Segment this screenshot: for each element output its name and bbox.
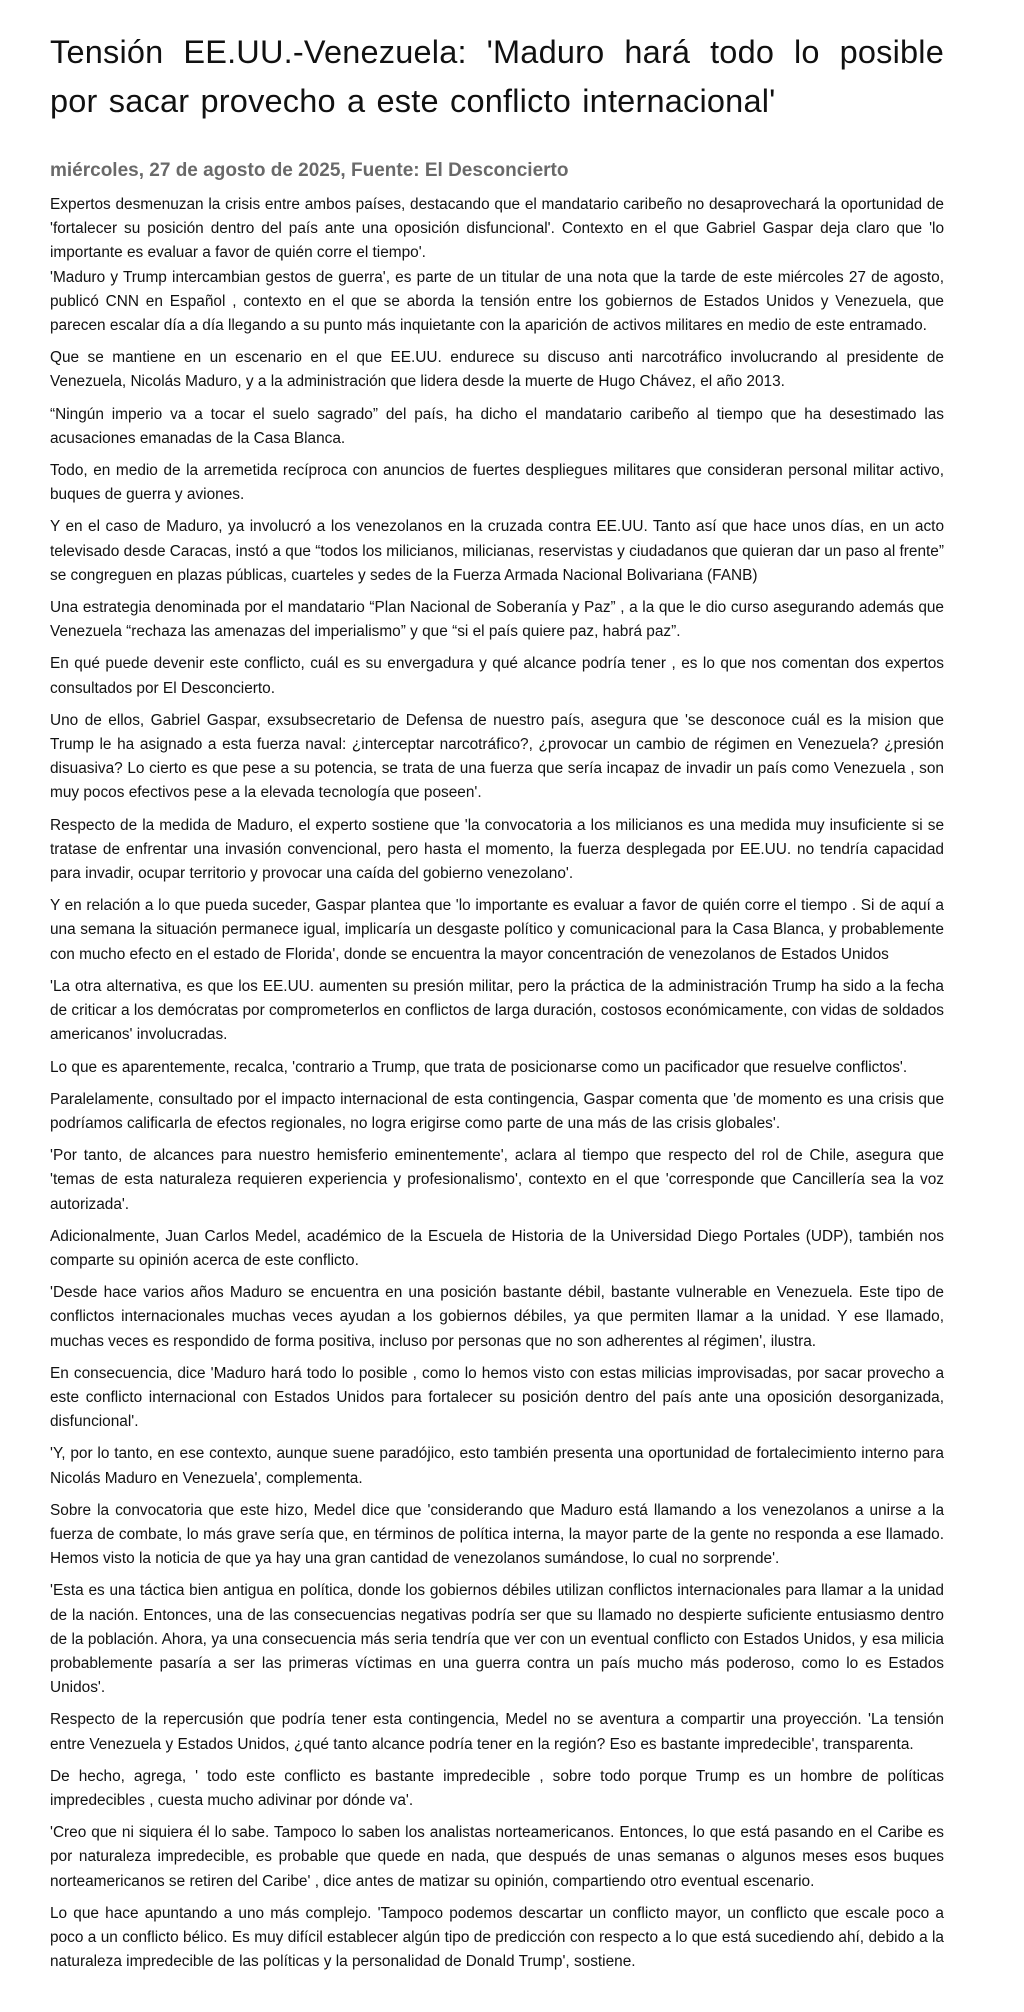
paragraph: Y en el caso de Maduro, ya involucró a los venezolanos en la cruzada contra EE.UU. Tanto así que hace unos días, en un acto televisado desde Caracas, instó a que “todos los milicianos, milicianas, reservistas y ciudadanos que quieran dar un paso al frente” se congreguen en plazas públicas, cuarteles y sedes de la Fuerza Armada Nacional Bolivariana (FANB) [50,518,944,584]
paragraph: Uno de ellos, Gabriel Gaspar, exsubsecretario de Defensa de nuestro país, asegura que 'se desconoce cuál es la mision que Trump le ha asignado a esta fuerza naval: ¿interceptar narcotráfico?, ¿provocar un cambio de régimen en Venezuela? ¿presión disuasiva? Lo cierto es que pese a su potencia, se trata de una fuerza que sería incapaz de invadir un país como Venezuela , son muy pocos efectivos pese a la elevada tecnología que poseen'. [50,711,944,802]
paragraph: 'Desde hace varios años Maduro se encuentra en una posición bastante débil, bastante vulnerable en Venezuela. Este tipo de conflictos internacionales muchas veces ayudan a los gobiernos débiles, ya que permiten llamar a la unidad. Y ese llamado, muchas veces es respondido de forma positiva, incluso por personas que no son adherentes al régimen', ilustra. [50,1284,944,1350]
paragraph: 'Maduro y Trump intercambian gestos de guerra', es parte de un titular de una nota que la tarde de este miércoles 27 de agosto, publicó CNN en Español , contexto en el que se aborda la tensión entre los gobiernos de Estados Unidos y Venezuela, que parecen escalar día a día llegando a su punto más inquietante con la aparición de activos militares en medio de este entramado. [50,268,944,335]
paragraph: Que se mantiene en un escenario en el que EE.UU. endurece su discuso anti narcotráfico involucrando al presidente de Venezuela, Nicolás Maduro, y a la administración que lidera desde la muerte de Hugo Chávez, el año 2013. [50,349,944,391]
paragraph-intro: Expertos desmenuzan la crisis entre ambos países, destacando que el mandatario caribeño no desaprovechará la oportunidad de 'fortalecer su posición dentro del país ante una oposición disfuncional'. Contexto en el que Gabriel Gaspar deja claro que 'lo importante es evaluar a favor de quién corre el tiempo'. [50,196,944,262]
paragraph: Lo que hace apuntando a uno más complejo. 'Tampoco podemos descartar un conflicto mayor, un conflicto que escale poco a poco a un conflicto bélico. Es muy difícil establecer algún tipo de predicción con respecto a lo que está sucediendo ahí, debido a la naturaleza impredecible de las políticas y la personalidad de Donald Trump', sostiene. [50,1904,944,1971]
paragraph: En qué puede devenir este conflicto, cuál es su envergadura y qué alcance podría tener , es lo que nos comentan dos expertos consultados por El Desconcierto. [50,655,944,697]
paragraph: Adicionalmente, Juan Carlos Medel, académico de la Escuela de Historia de la Universidad Diego Portales (UDP), también nos comparte su opinión acerca de este conflicto. [50,1227,944,1269]
article-body [50,193,944,1974]
paragraph: “Ningún imperio va a tocar el suelo sagrado” del país, ha dicho el mandatario caribeño al tiempo que ha desestimado las acusaciones emanadas de la Casa Blanca. [50,405,944,447]
paragraph: Paralelamente, consultado por el impacto internacional de esta contingencia, Gaspar comenta que 'de momento es una crisis que podríamos calificarla de efectos regionales, no logra erigirse como parte de una más de las crisis globales'. [50,1090,944,1132]
paragraph: Lo que es aparentemente, recalca, 'contrario a Trump, que trata de posicionarse como un pacificador que resuelve conflictos'. [50,1058,908,1076]
paragraph: De hecho, agrega, ' todo este conflicto es bastante impredecible , sobre todo porque Trump es un hombre de políticas impredecibles , cuesta mucho adivinar por dónde va'. [50,1767,944,1809]
paragraph: Todo, en medio de la arremetida recíproca con anuncios de fuertes despliegues militares que consideran personal militar activo, buques de guerra y aviones. [50,462,944,504]
article-meta: miércoles, 27 de agosto de 2025, Fuente: El Desconcierto [50,160,569,181]
paragraph: Respecto de la repercusión que podría tener esta contingencia, Medel no se aventura a compartir una proyección. 'La tensión entre Venezuela y Estados Unidos, ¿qué tanto alcance podría tener en la región? Eso es bastante impredecible', transparenta. [50,1711,944,1753]
paragraph: Una estrategia denominada por el mandatario “Plan Nacional de Soberanía y Paz” , a la que le dio curso asegurando además que Venezuela “rechaza las amenazas del imperialismo” y que “si el país quiere paz, habrá paz”. [50,599,944,641]
paragraph: En consecuencia, dice 'Maduro hará todo lo posible , como lo hemos visto con estas milicias improvisadas, por sacar provecho a este conflicto internacional con Estados Unidos para fortalecer su posición dentro del país ante una oposición desorganizada, disfuncional'. [50,1364,944,1431]
paragraph: Sobre la convocatoria que este hizo, Medel dice que 'considerando que Maduro está llamando a los venezolanos a unirse a la fuerza de combate, lo más grave sería que, en términos de política interna, la mayor parte de la gente no responda a ese llamado. Hemos visto la noticia de que ya hay una gran cantidad de venezolanos sumándose, lo cual no sorprende'. [50,1501,944,1568]
article-headline: Tensión EE.UU.-Venezuela: 'Maduro hará todo lo posible por sacar provecho a este conflicto internacional' [50,34,944,119]
paragraph: Y en relación a lo que pueda suceder, Gaspar plantea que 'lo importante es evaluar a favor de quién corre el tiempo . Si de aquí a una semana la situación permanece igual, implicaría un desgaste político y comunicacional para la Casa Blanca, y probablemente con mucho efecto en el estado de Florida', donde se encuentra la mayor concentración de venezolanos de Estados Unidos [50,897,944,963]
paragraph: 'Creo que ni siquiera él lo sabe. Tampoco lo saben los analistas norteamericanos. Entonces, lo que está pasando en el Caribe es por naturaleza impredecible, es probable que quede en nada, que después de unas semanas o algunos meses esos buques norteamericanos se retiren del Caribe' , dice antes de matizar su opinión, compartiendo otro eventual escenario. [50,1824,944,1890]
paragraph: Respecto de la medida de Maduro, el experto sostiene que 'la convocatoria a los milicianos es una medida muy insuficiente si se tratase de enfrentar una invasión convencional, pero hasta el momento, la fuerza desplegada por EE.UU. no tendría capacidad para invadir, ocupar territorio y provocar una caída del gobierno venezolano'. [50,816,944,883]
paragraph: 'Por tanto, de alcances para nuestro hemisferio eminentemente', aclara al tiempo que respecto del rol de Chile, asegura que 'temas de esta naturaleza requieren experiencia y profesionalismo', contexto en el que 'corresponde que Cancillería sea la voz autorizada'. [50,1147,944,1213]
paragraph: 'La otra alternativa, es que los EE.UU. aumenten su presión militar, pero la práctica de la administración Trump ha sido a la fecha de criticar a los demócratas por comprometerlos en conflictos de larga duración, costosos económicamente, con vidas de soldados americanos' involucradas. [50,977,944,1044]
paragraph: 'Y, por lo tanto, en ese contexto, aunque suene paradójico, esto también presenta una oportunidad de fortalecimiento interno para Nicolás Maduro en Venezuela', complementa. [50,1445,944,1487]
paragraph: 'Esta es una táctica bien antigua en política, donde los gobiernos débiles utilizan conflictos internacionales para llamar a la unidad de la nación. Entonces, una de las consecuencias negativas podría ser que su llamado no despierte suficiente entusiasmo dentro de la población. Ahora, ya una consecuencia más seria tendría que ver con un eventual conflicto con Estados Unidos, y esa milicia probablemente pasaría a ser las primeras víctimas en una guerra contra un país mucho más poderoso, como lo es Estados Unidos'. [50,1582,944,1697]
